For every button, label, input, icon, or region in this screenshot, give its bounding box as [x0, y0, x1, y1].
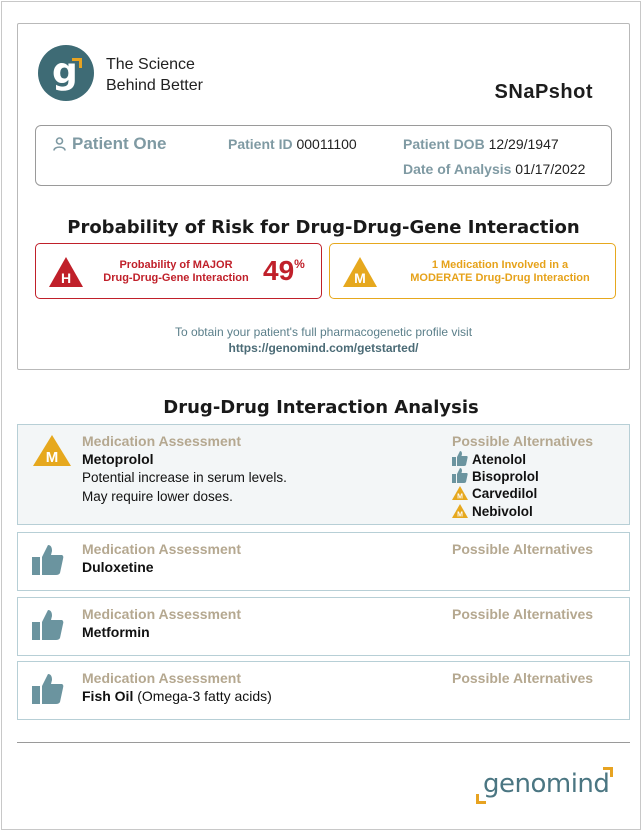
moderate-risk-text — [390, 259, 610, 285]
alternatives-label: Possible Alternatives — [452, 606, 594, 622]
medication-card-fish-oil — [17, 661, 630, 720]
patient-name — [53, 134, 166, 154]
tagline-line2: Behind Better — [106, 77, 203, 94]
major-risk-percent — [263, 255, 305, 287]
patient-dob — [403, 136, 559, 152]
genomind-logo — [38, 45, 94, 101]
medication-name: Duloxetine — [82, 559, 154, 575]
profile-cta-link[interactable]: https://genomind.com/getstarted/ — [228, 341, 419, 355]
moderate-risk-line1: 1 Medication Involved in a — [431, 259, 569, 271]
moderate-warning-icon — [342, 256, 378, 288]
major-percent-value: 49 — [263, 255, 295, 286]
date-of-analysis-value: 01/17/2022 — [515, 161, 586, 177]
patient-dob-label: Patient DOB — [403, 136, 485, 152]
assessment-label: Medication Assessment — [82, 433, 241, 449]
medication-description-line2: May require lower doses. — [82, 489, 233, 504]
date-of-analysis-label: Date of Analysis — [403, 161, 512, 177]
alternatives-label: Possible Alternatives — [452, 670, 594, 686]
logo-corner-mark — [72, 58, 82, 68]
medication-name: Metformin — [82, 624, 150, 640]
report-title: SNaPshot — [494, 81, 593, 103]
alternative-item — [452, 468, 539, 484]
major-risk-line2: Drug-Drug-Gene Interaction — [103, 272, 249, 284]
moderate-risk-box — [329, 243, 616, 299]
major-risk-text — [91, 259, 261, 285]
alternative-name: Carvedilol — [472, 486, 538, 501]
medication-description-line1: Potential increase in serum levels. — [82, 470, 287, 485]
profile-cta-text: To obtain your patient's full pharmacogenetic profile visit — [174, 325, 473, 339]
patient-id-label: Patient ID — [228, 136, 293, 152]
thumbs-up-icon — [32, 674, 64, 704]
moderate-risk-line2: MODERATE Drug-Drug Interaction — [410, 272, 590, 284]
profile-cta — [18, 324, 629, 356]
alternative-badge-letter: M — [457, 493, 463, 500]
medication-note: (Omega-3 fatty acids) — [137, 688, 272, 704]
card-badge-letter: M — [45, 449, 59, 466]
alternative-name: Bisoprolol — [472, 469, 539, 484]
major-risk-line1: Probability of MAJOR — [119, 259, 233, 271]
alternative-item — [452, 451, 526, 467]
date-of-analysis — [403, 161, 585, 177]
medication-name-text: Fish Oil — [82, 688, 134, 704]
alternative-badge-letter: M — [457, 511, 463, 518]
tagline-line1: The Science — [106, 56, 195, 73]
thumbs-up-icon — [32, 610, 64, 640]
thumbs-up-icon — [452, 468, 468, 483]
alternative-name: Atenolol — [472, 452, 526, 467]
patient-id-value: 00011100 — [296, 136, 357, 152]
genomind-wordmark: genomind — [483, 769, 610, 799]
tagline — [106, 54, 203, 96]
percent-sign: % — [294, 257, 305, 271]
patient-id — [228, 136, 357, 152]
alternatives-label: Possible Alternatives — [452, 541, 594, 557]
major-risk-box — [35, 243, 322, 299]
thumbs-up-icon — [452, 451, 468, 466]
moderate-warning-icon — [32, 434, 72, 467]
alternative-name: Nebivolol — [472, 504, 533, 519]
medication-name — [82, 688, 272, 704]
alternative-item — [452, 504, 533, 519]
assessment-label: Medication Assessment — [82, 541, 241, 557]
medication-card-duloxetine — [17, 532, 630, 591]
alternatives-label: Possible Alternatives — [452, 433, 594, 449]
moderate-badge-letter: M — [354, 270, 366, 286]
alternative-item — [452, 486, 537, 501]
major-warning-icon — [48, 256, 84, 288]
report-header-card — [17, 23, 630, 370]
footer-divider — [17, 742, 630, 743]
moderate-warning-icon — [452, 486, 468, 500]
logo-letter: g — [52, 51, 78, 92]
risk-title: Probability of Risk for Drug-Drug-Gene Interaction — [67, 217, 580, 238]
medication-card-metoprolol — [17, 424, 630, 525]
medication-description — [82, 468, 287, 506]
medication-card-metformin — [17, 597, 630, 656]
patient-info-box — [35, 125, 612, 186]
moderate-warning-icon — [452, 504, 468, 518]
patient-dob-value: 12/29/1947 — [488, 136, 559, 152]
thumbs-up-icon — [32, 545, 64, 575]
patient-name-text: Patient One — [72, 134, 167, 153]
person-icon — [53, 137, 66, 151]
major-badge-letter: H — [60, 270, 72, 286]
medication-name: Metoprolol — [82, 451, 154, 467]
ddi-section-title: Drug-Drug Interaction Analysis — [163, 397, 479, 418]
assessment-label: Medication Assessment — [82, 670, 241, 686]
assessment-label: Medication Assessment — [82, 606, 241, 622]
